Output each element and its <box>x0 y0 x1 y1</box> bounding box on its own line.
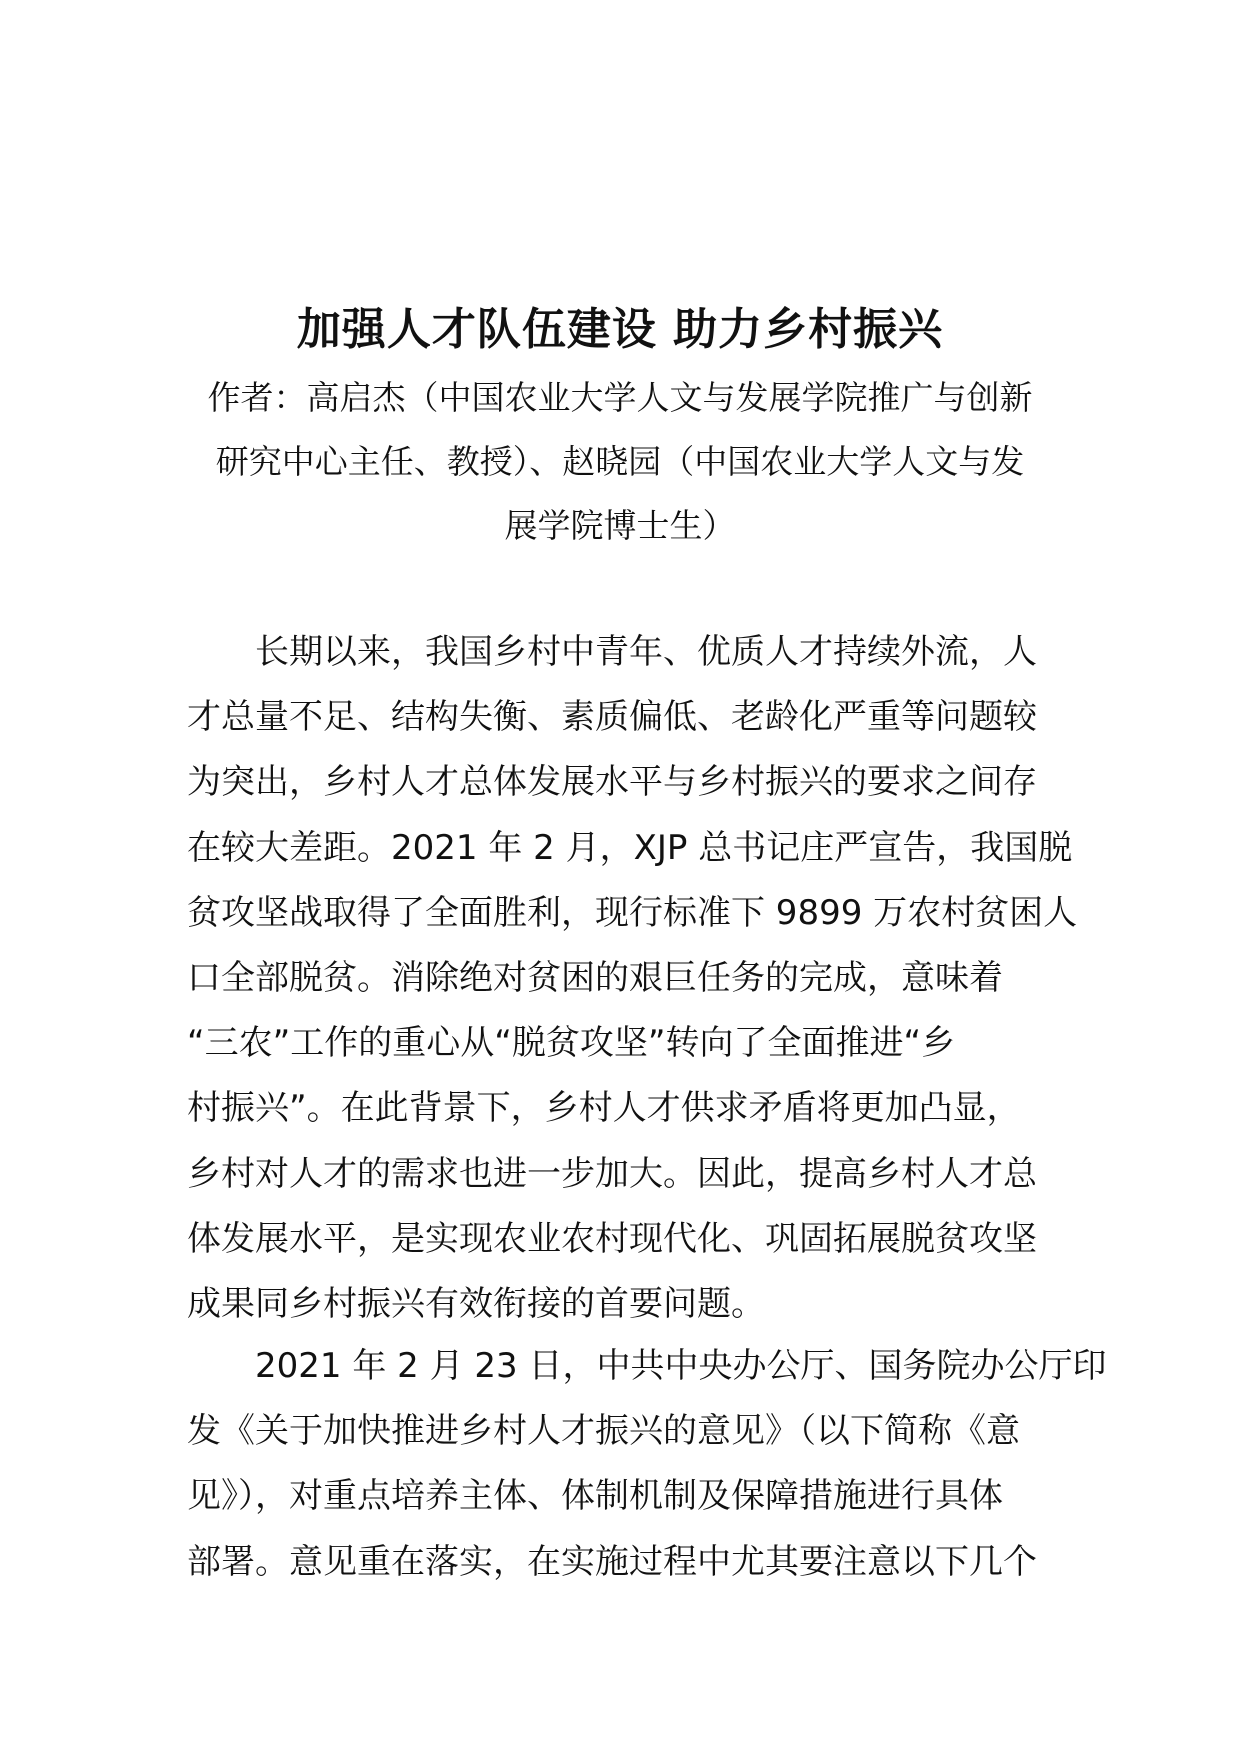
paragraph-line: 成果同乡村振兴有效衔接的首要问题。 <box>187 1284 765 1325</box>
paragraph-line: “三农”工作的重心从“脱贫攻坚”转向了全面推进“乡 <box>187 1023 956 1064</box>
paragraph-line: 在较大差距。2021 年 2 月，XJP 总书记庄严宣告，我国脱 <box>187 827 1073 868</box>
paragraph-line: 口全部脱贫。消除绝对贫困的艰巨任务的完成，意味着 <box>187 958 1003 999</box>
author-block <box>200 366 1040 558</box>
paragraph-line: 长期以来，我国乡村中青年、优质人才持续外流，人 <box>255 632 1037 672</box>
paragraph-line: 见》），对重点培养主体、体制机制及保障措施进行具体 <box>187 1476 1003 1517</box>
paragraph-line: 发《关于加快推进乡村人才振兴的意见》（以下简称《意 <box>187 1411 1020 1452</box>
author-line: 研究中心主任、教授）、赵晓园（中国农业大学人文与发 <box>215 442 1025 481</box>
document-title: 加强人才队伍建设 助力乡村振兴 <box>296 304 944 355</box>
author-line: 作者：高启杰（中国农业大学人文与发展学院推广与创新 <box>207 378 1033 417</box>
paragraph-line: 2021 年 2 月 23 日，中共中央办公厅、国务院办公厅印 <box>255 1346 1107 1386</box>
paragraph-line: 才总量不足、结构失衡、素质偏低、老龄化严重等问题较 <box>187 697 1037 738</box>
author-line: 展学院博士生） <box>504 506 736 545</box>
body-paragraph-1 <box>187 620 1078 1337</box>
paragraph-line: 村振兴”。在此背景下，乡村人才供求矛盾将更加凸显， <box>187 1088 1021 1129</box>
paragraph-line: 乡村对人才的需求也进一步加大。因此，提高乡村人才总 <box>187 1153 1037 1194</box>
paragraph-line: 为突出，乡村人才总体发展水平与乡村振兴的要求之间存 <box>187 762 1037 803</box>
paragraph-line: 体发展水平，是实现农业农村现代化、巩固拓展脱贫攻坚 <box>187 1218 1037 1259</box>
body-paragraph-2 <box>187 1334 1107 1595</box>
paragraph-line: 贫攻坚战取得了全面胜利，现行标准下 9899 万农村贫困人 <box>187 892 1078 933</box>
paragraph-line: 部署。意见重在落实，在实施过程中尤其要注意以下几个 <box>187 1541 1037 1582</box>
